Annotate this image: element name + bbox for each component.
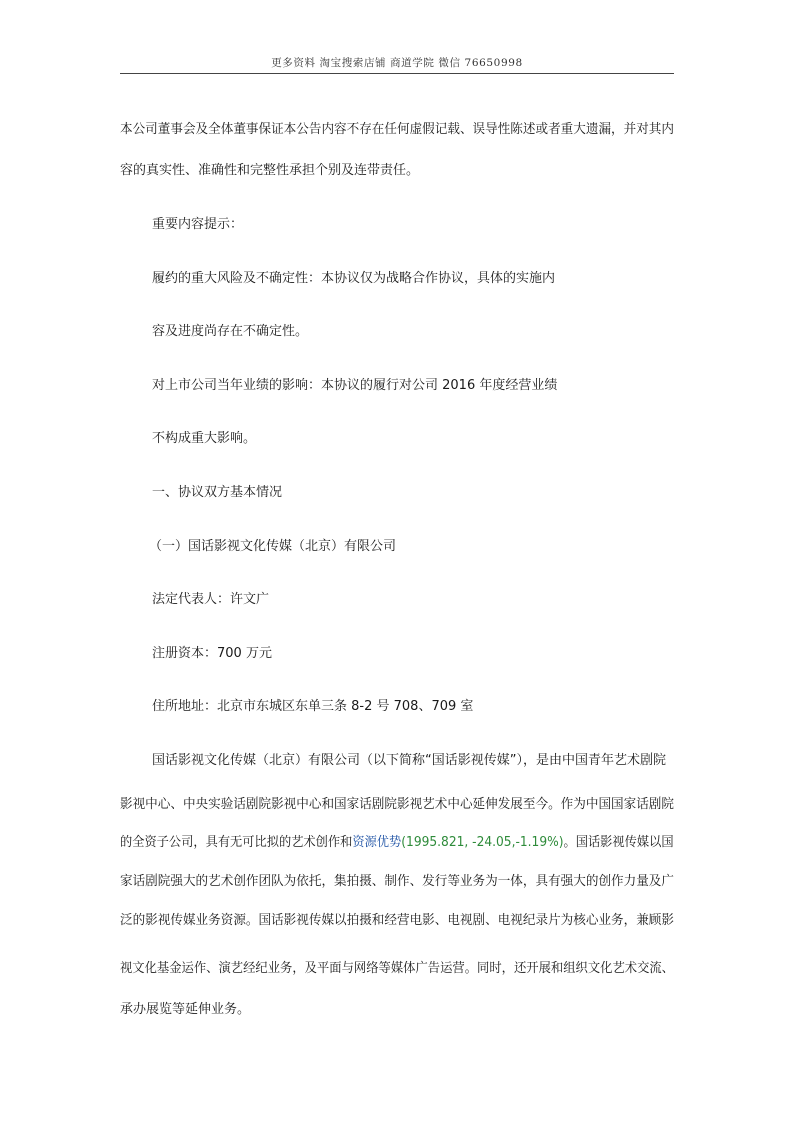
description-line-6: 视文化基金运作、演艺经纪业务，及平面与网络等媒体广告运营。同时，还开展和组织文化艺术交流、 [120, 961, 675, 976]
risk-line-2: 容及进度尚存在不确定性。 [152, 324, 309, 339]
description-line-7: 承办展览等延伸业务。 [120, 1002, 251, 1017]
section-heading: 一、协议双方基本情况 [152, 485, 283, 500]
header-divider [120, 73, 674, 74]
impact-line-1: 对上市公司当年业绩的影响：本协议的履行对公司 2016 年度经营业绩 [152, 378, 558, 393]
description-line-1: 国话影视文化传媒（北京）有限公司（以下简称“国话影视传媒”），是由中国青年艺术剧院 [152, 753, 666, 768]
description-line-2: 影视中心、中央实验话剧院影视中心和国家话剧院影视艺术中心延伸发展至今。作为中国国家话剧院 [120, 797, 674, 812]
description-line-3 [120, 834, 674, 852]
impact-line-2: 不构成重大影响。 [152, 431, 257, 446]
registered-capital: 注册资本：700 万元 [152, 646, 272, 661]
company-heading: （一）国话影视文化传媒（北京）有限公司 [149, 539, 397, 554]
description-line-3-post: 。国话影视传媒以国 [563, 835, 674, 850]
company-address: 住所地址：北京市东城区东单三条 8-2 号 708、709 室 [152, 699, 474, 714]
risk-line-1: 履约的重大风险及不确定性：本协议仅为战略合作协议，具体的实施内 [152, 271, 556, 286]
description-line-3-pre: 的全资子公司，具有无可比拟的艺术创作和 [120, 835, 353, 850]
tips-heading: 重要内容提示： [152, 217, 244, 232]
intro-line-1: 本公司董事会及全体董事保证本公告内容不存在任何虚假记载、误导性陈述或者重大遗漏，并对其内 [120, 122, 674, 137]
description-line-4: 家话剧院强大的艺术创作团队为依托，集拍摄、制作、发行等业务为一体，具有强大的创作力量及广 [120, 874, 674, 889]
resource-advantage-link[interactable]: 资源优势 [352, 835, 402, 850]
legal-representative: 法定代表人：许文广 [152, 592, 270, 607]
page-header: 更多资料 淘宝搜索店铺 商道学院 微信 76650998 [271, 57, 523, 69]
description-line-5: 泛的影视传媒业务资源。国话影视传媒以拍摄和经营电影、电视剧、电视纪录片为核心业务，兼顾影 [120, 913, 674, 928]
intro-line-2: 容的真实性、准确性和完整性承担个别及连带责任。 [120, 163, 420, 178]
stock-quote: (1995.821, -24.05,-1.19%) [401, 835, 564, 850]
